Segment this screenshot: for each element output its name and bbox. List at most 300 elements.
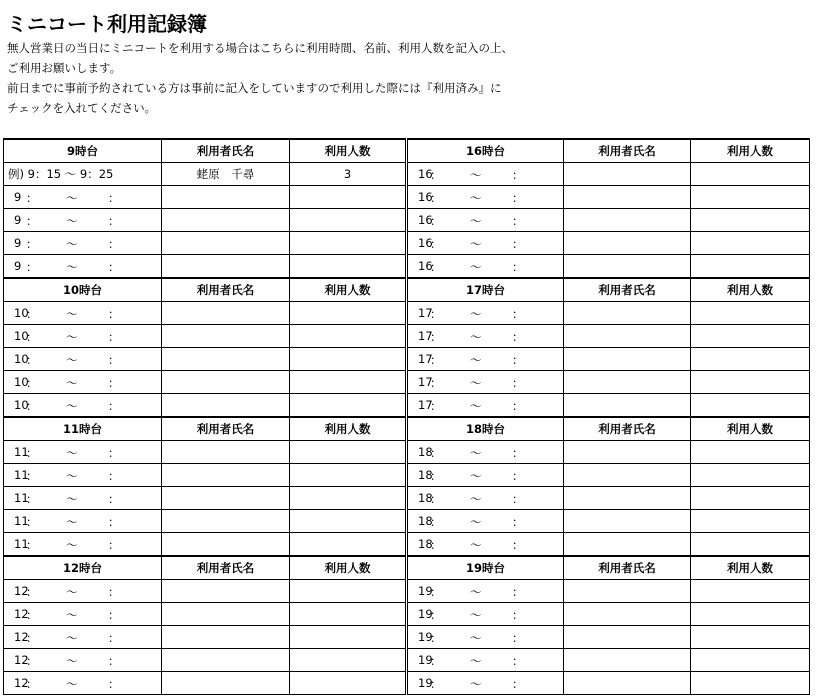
time-hour: 10 (14, 352, 29, 366)
user-name-cell[interactable] (564, 649, 691, 672)
user-count-cell[interactable] (691, 580, 810, 603)
time-hour: 12 (14, 630, 29, 644)
hour-header-left: 11時台 (4, 417, 162, 441)
time-hour: 16 (418, 213, 433, 227)
time-hour: 10 (14, 375, 29, 389)
time-colon: ： (26, 538, 38, 552)
user-count-cell[interactable] (290, 371, 407, 394)
time-colon: ： (26, 608, 38, 622)
time-colon: ： (430, 446, 442, 460)
table-row (4, 255, 810, 279)
user-count-cell[interactable] (290, 441, 407, 464)
time-colon: ： (26, 492, 38, 506)
time-hour: 9 (14, 213, 22, 227)
user-name-cell[interactable] (162, 325, 290, 348)
user-name-cell[interactable] (564, 394, 691, 418)
time-tilde: 〜 (470, 677, 482, 691)
time-slot-cell[interactable] (4, 441, 162, 464)
time-slot-cell[interactable] (4, 672, 162, 695)
time-colon: ： (430, 237, 442, 251)
user-count-cell[interactable] (290, 325, 407, 348)
time-slot-cell[interactable] (407, 255, 564, 279)
time-slot-cell[interactable] (407, 371, 564, 394)
time-hour: 17 (418, 352, 433, 366)
time-hour: 10 (14, 329, 29, 343)
time-colon: ： (26, 399, 38, 413)
time-tilde: 〜 (66, 399, 78, 413)
time-colon: ： (512, 446, 524, 460)
time-tilde: 〜 (470, 538, 482, 552)
user-name-cell[interactable] (162, 302, 290, 325)
time-tilde: 〜 (470, 631, 482, 645)
user-name-cell[interactable] (564, 163, 691, 186)
time-tilde: 〜 (66, 307, 78, 321)
time-hour: 12 (14, 607, 29, 621)
time-slot-cell[interactable] (407, 232, 564, 255)
time-hour: 18 (418, 491, 433, 505)
time-colon: ： (430, 538, 442, 552)
time-colon: ： (512, 307, 524, 321)
time-tilde: 〜 (66, 469, 78, 483)
time-slot-cell[interactable] (4, 487, 162, 510)
time-hour: 9 (14, 236, 22, 250)
user-count-cell[interactable] (691, 533, 810, 557)
name-column-header: 利用者氏名 (162, 417, 290, 441)
time-slot-cell[interactable] (4, 348, 162, 371)
time-slot-cell[interactable] (407, 209, 564, 232)
time-colon: ： (512, 608, 524, 622)
time-tilde: 〜 (66, 376, 78, 390)
user-name-cell[interactable] (564, 580, 691, 603)
time-slot-cell[interactable] (407, 580, 564, 603)
time-tilde: 〜 (470, 376, 482, 390)
time-hour: 19 (418, 607, 433, 621)
table-row (4, 533, 810, 557)
time-hour: 12 (14, 676, 29, 690)
user-name-cell[interactable] (564, 603, 691, 626)
time-slot-cell[interactable] (4, 371, 162, 394)
user-count-cell[interactable] (691, 232, 810, 255)
time-colon: ： (26, 515, 38, 529)
time-colon: ： (108, 608, 120, 622)
time-colon: ： (108, 654, 120, 668)
user-name-cell[interactable] (162, 672, 290, 695)
user-name-cell[interactable] (564, 209, 691, 232)
user-count-cell[interactable] (290, 394, 407, 418)
time-colon: ： (512, 677, 524, 691)
count-column-header: 利用人数 (290, 556, 407, 580)
time-tilde: 〜 (66, 191, 78, 205)
user-name-cell[interactable] (162, 348, 290, 371)
table-row (4, 325, 810, 348)
time-colon: ： (430, 492, 442, 506)
time-colon: ： (430, 608, 442, 622)
time-colon: ： (26, 307, 38, 321)
time-tilde: 〜 (66, 353, 78, 367)
time-slot-cell[interactable] (4, 325, 162, 348)
time-colon: ： (108, 353, 120, 367)
time-hour: 18 (418, 514, 433, 528)
description-line-3: 前日までに事前予約されている方は事前に記入をしていますので利用した際には『利用済み』に (7, 81, 502, 95)
table-row (4, 672, 810, 695)
time-slot-cell[interactable] (407, 603, 564, 626)
table-row (4, 510, 810, 533)
time-hour: 17 (418, 306, 433, 320)
time-tilde: 〜 (66, 631, 78, 645)
time-slot-cell[interactable] (407, 649, 564, 672)
hour-header-left: 10時台 (4, 278, 162, 302)
time-slot-cell[interactable] (407, 441, 564, 464)
time-colon: ： (512, 168, 524, 182)
table-row (4, 487, 810, 510)
time-colon: ： (108, 677, 120, 691)
count-column-header: 利用人数 (691, 139, 810, 163)
user-name-cell[interactable] (564, 255, 691, 279)
time-tilde: 〜 (66, 214, 78, 228)
time-tilde: 〜 (470, 168, 482, 182)
time-hour: 12 (14, 653, 29, 667)
time-hour: 11 (14, 468, 29, 482)
user-name-cell[interactable] (564, 672, 691, 695)
time-hour: 10 (14, 398, 29, 412)
time-tilde: 〜 (66, 515, 78, 529)
user-count-cell[interactable] (691, 348, 810, 371)
user-name-cell[interactable] (564, 371, 691, 394)
hour-header-right: 16時台 (407, 139, 564, 163)
time-hour: 9 (14, 190, 22, 204)
user-count-cell[interactable] (691, 209, 810, 232)
time-colon: ： (512, 376, 524, 390)
user-count-cell[interactable] (290, 580, 407, 603)
time-slot-cell[interactable] (407, 163, 564, 186)
example-count-cell: 3 (290, 163, 407, 186)
time-slot-cell[interactable] (407, 487, 564, 510)
time-tilde: 〜 (66, 608, 78, 622)
user-count-cell[interactable] (290, 603, 407, 626)
time-hour: 11 (14, 537, 29, 551)
time-slot-cell[interactable] (4, 626, 162, 649)
time-tilde: 〜 (470, 307, 482, 321)
name-column-header: 利用者氏名 (564, 556, 691, 580)
user-name-cell[interactable] (564, 348, 691, 371)
user-name-cell[interactable] (162, 487, 290, 510)
time-slot-cell[interactable] (4, 510, 162, 533)
time-hour: 17 (418, 375, 433, 389)
user-name-cell[interactable] (162, 394, 290, 418)
description-line-4: チェックを入れてください。 (7, 101, 157, 115)
user-name-cell[interactable] (162, 464, 290, 487)
time-slot-cell[interactable] (407, 672, 564, 695)
time-colon: ： (512, 353, 524, 367)
time-colon: ： (430, 376, 442, 390)
example-time-cell: 例) 9：15 〜 9：25 (4, 163, 162, 186)
name-column-header: 利用者氏名 (162, 278, 290, 302)
user-name-cell[interactable] (564, 232, 691, 255)
time-colon: ： (430, 654, 442, 668)
time-tilde: 〜 (66, 492, 78, 506)
time-slot-cell[interactable] (4, 186, 162, 209)
time-hour: 11 (14, 491, 29, 505)
table-row (4, 580, 810, 603)
time-tilde: 〜 (66, 446, 78, 460)
time-colon: ： (430, 260, 442, 274)
time-colon: ： (26, 191, 38, 205)
time-slot-cell[interactable] (407, 348, 564, 371)
time-slot-cell[interactable] (407, 533, 564, 557)
time-colon: ： (26, 446, 38, 460)
user-name-cell[interactable] (162, 186, 290, 209)
user-count-cell[interactable] (290, 464, 407, 487)
user-count-cell[interactable] (290, 626, 407, 649)
time-slot-cell[interactable] (4, 533, 162, 557)
time-colon: ： (512, 237, 524, 251)
time-colon: ： (430, 214, 442, 228)
user-count-cell[interactable] (691, 464, 810, 487)
user-count-cell[interactable] (691, 672, 810, 695)
user-count-cell[interactable] (290, 255, 407, 279)
time-slot-cell[interactable] (4, 464, 162, 487)
name-column-header: 利用者氏名 (162, 139, 290, 163)
time-colon: ： (108, 515, 120, 529)
user-name-cell[interactable] (564, 533, 691, 557)
time-colon: ： (512, 191, 524, 205)
time-tilde: 〜 (470, 214, 482, 228)
time-slot-cell[interactable] (407, 626, 564, 649)
hour-header-left: 12時台 (4, 556, 162, 580)
time-colon: ： (430, 469, 442, 483)
name-column-header: 利用者氏名 (564, 139, 691, 163)
time-tilde: 〜 (66, 330, 78, 344)
description-line-1: 無人営業日の当日にミニコートを利用する場合はこちらに利用時間、名前、利用人数を記入の上、 (7, 41, 513, 55)
time-slot-cell[interactable] (4, 302, 162, 325)
name-column-header: 利用者氏名 (564, 278, 691, 302)
time-colon: ： (430, 307, 442, 321)
time-tilde: 〜 (470, 608, 482, 622)
user-name-cell[interactable] (162, 371, 290, 394)
hour-header-row (4, 556, 810, 580)
user-count-cell[interactable] (691, 186, 810, 209)
time-colon: ： (26, 376, 38, 390)
time-tilde: 〜 (470, 237, 482, 251)
usage-log-table (3, 138, 810, 695)
time-hour: 16 (418, 167, 433, 181)
time-slot-cell[interactable] (407, 302, 564, 325)
user-count-cell[interactable] (691, 649, 810, 672)
user-count-cell[interactable] (290, 510, 407, 533)
user-name-cell[interactable] (564, 302, 691, 325)
time-hour: 19 (418, 653, 433, 667)
time-colon: ： (26, 214, 38, 228)
time-colon: ： (512, 330, 524, 344)
table-row (4, 464, 810, 487)
time-colon: ： (108, 191, 120, 205)
user-name-cell[interactable] (564, 186, 691, 209)
time-colon: ： (430, 677, 442, 691)
time-colon: ： (430, 330, 442, 344)
time-tilde: 〜 (470, 260, 482, 274)
time-tilde: 〜 (66, 260, 78, 274)
time-colon: ： (26, 260, 38, 274)
time-colon: ： (108, 237, 120, 251)
time-colon: ： (26, 585, 38, 599)
time-colon: ： (26, 631, 38, 645)
name-column-header: 利用者氏名 (162, 556, 290, 580)
count-column-header: 利用人数 (691, 556, 810, 580)
time-tilde: 〜 (66, 538, 78, 552)
user-count-cell[interactable] (691, 441, 810, 464)
user-name-cell[interactable] (162, 209, 290, 232)
time-colon: ： (108, 376, 120, 390)
time-colon: ： (512, 654, 524, 668)
time-tilde: 〜 (470, 492, 482, 506)
time-colon: ： (430, 399, 442, 413)
user-name-cell[interactable] (564, 441, 691, 464)
user-count-cell[interactable] (691, 626, 810, 649)
time-hour: 9 (14, 259, 22, 273)
user-name-cell[interactable] (162, 232, 290, 255)
hour-header-right: 18時台 (407, 417, 564, 441)
user-count-cell[interactable] (691, 255, 810, 279)
time-slot-cell[interactable] (4, 649, 162, 672)
page-title: ミニコート利用記録簿 (7, 12, 207, 36)
time-slot-cell[interactable] (4, 255, 162, 279)
user-count-cell[interactable] (691, 302, 810, 325)
user-count-cell[interactable] (290, 533, 407, 557)
table-row (4, 302, 810, 325)
example-name-cell: 蛯原 千尋 (162, 163, 290, 186)
user-count-cell[interactable] (290, 672, 407, 695)
table-row (4, 371, 810, 394)
user-count-cell[interactable] (691, 487, 810, 510)
time-colon: ： (512, 515, 524, 529)
time-slot-cell[interactable] (407, 325, 564, 348)
user-count-cell[interactable] (691, 371, 810, 394)
user-name-cell[interactable] (162, 649, 290, 672)
user-name-cell[interactable] (564, 626, 691, 649)
count-column-header: 利用人数 (290, 278, 407, 302)
time-hour: 12 (14, 584, 29, 598)
user-count-cell[interactable] (290, 649, 407, 672)
time-colon: ： (26, 677, 38, 691)
time-tilde: 〜 (470, 654, 482, 668)
user-name-cell[interactable] (162, 580, 290, 603)
hour-header-left: 9時台 (4, 139, 162, 163)
user-count-cell[interactable] (691, 510, 810, 533)
time-colon: ： (430, 191, 442, 205)
time-tilde: 〜 (470, 330, 482, 344)
hour-header-row (4, 417, 810, 441)
user-count-cell[interactable] (290, 186, 407, 209)
user-count-cell[interactable] (290, 232, 407, 255)
time-hour: 10 (14, 306, 29, 320)
time-colon: ： (512, 260, 524, 274)
time-colon: ： (108, 585, 120, 599)
time-colon: ： (108, 260, 120, 274)
time-hour: 18 (418, 537, 433, 551)
time-colon: ： (512, 585, 524, 599)
time-slot-cell[interactable] (4, 394, 162, 418)
time-hour: 19 (418, 630, 433, 644)
time-tilde: 〜 (470, 353, 482, 367)
time-colon: ： (108, 399, 120, 413)
time-colon: ： (26, 330, 38, 344)
time-colon: ： (108, 307, 120, 321)
time-slot-cell[interactable] (407, 394, 564, 418)
time-tilde: 〜 (470, 515, 482, 529)
user-name-cell[interactable] (564, 487, 691, 510)
user-count-cell[interactable] (290, 348, 407, 371)
time-slot-cell[interactable] (4, 603, 162, 626)
description-line-2: ご利用お願いします。 (7, 61, 122, 75)
time-tilde: 〜 (66, 677, 78, 691)
time-slot-cell[interactable] (4, 580, 162, 603)
user-count-cell[interactable] (290, 209, 407, 232)
user-count-cell[interactable] (691, 603, 810, 626)
time-slot-cell[interactable] (407, 510, 564, 533)
time-colon: ： (430, 168, 442, 182)
hour-header-right: 19時台 (407, 556, 564, 580)
time-colon: ： (26, 353, 38, 367)
user-count-cell[interactable] (691, 394, 810, 418)
user-count-cell[interactable] (290, 302, 407, 325)
user-name-cell[interactable] (162, 626, 290, 649)
user-name-cell[interactable] (564, 510, 691, 533)
time-colon: ： (430, 631, 442, 645)
user-name-cell[interactable] (162, 533, 290, 557)
time-tilde: 〜 (66, 585, 78, 599)
table-row (4, 441, 810, 464)
user-name-cell[interactable] (564, 464, 691, 487)
time-hour: 19 (418, 676, 433, 690)
time-colon: ： (430, 515, 442, 529)
user-count-cell[interactable] (691, 163, 810, 186)
hour-header-row (4, 278, 810, 302)
count-column-header: 利用人数 (691, 278, 810, 302)
time-slot-cell[interactable] (407, 464, 564, 487)
user-name-cell[interactable] (162, 603, 290, 626)
user-name-cell[interactable] (162, 510, 290, 533)
time-colon: ： (26, 654, 38, 668)
time-hour: 19 (418, 584, 433, 598)
time-colon: ： (108, 330, 120, 344)
time-hour: 18 (418, 468, 433, 482)
table-row (4, 603, 810, 626)
user-count-cell[interactable] (691, 325, 810, 348)
time-colon: ： (430, 585, 442, 599)
time-slot-cell[interactable] (4, 209, 162, 232)
user-name-cell[interactable] (162, 255, 290, 279)
time-slot-cell[interactable] (407, 186, 564, 209)
user-name-cell[interactable] (564, 325, 691, 348)
time-tilde: 〜 (470, 399, 482, 413)
time-colon: ： (512, 469, 524, 483)
time-hour: 17 (418, 329, 433, 343)
table-row (4, 649, 810, 672)
time-colon: ： (512, 631, 524, 645)
time-slot-cell[interactable] (4, 232, 162, 255)
table-row (4, 163, 810, 186)
time-colon: ： (512, 214, 524, 228)
time-colon: ： (108, 446, 120, 460)
count-column-header: 利用人数 (290, 417, 407, 441)
time-tilde: 〜 (66, 237, 78, 251)
user-count-cell[interactable] (290, 487, 407, 510)
user-name-cell[interactable] (162, 441, 290, 464)
time-hour: 17 (418, 398, 433, 412)
hour-header-row (4, 139, 810, 163)
table-row (4, 186, 810, 209)
time-hour: 11 (14, 514, 29, 528)
